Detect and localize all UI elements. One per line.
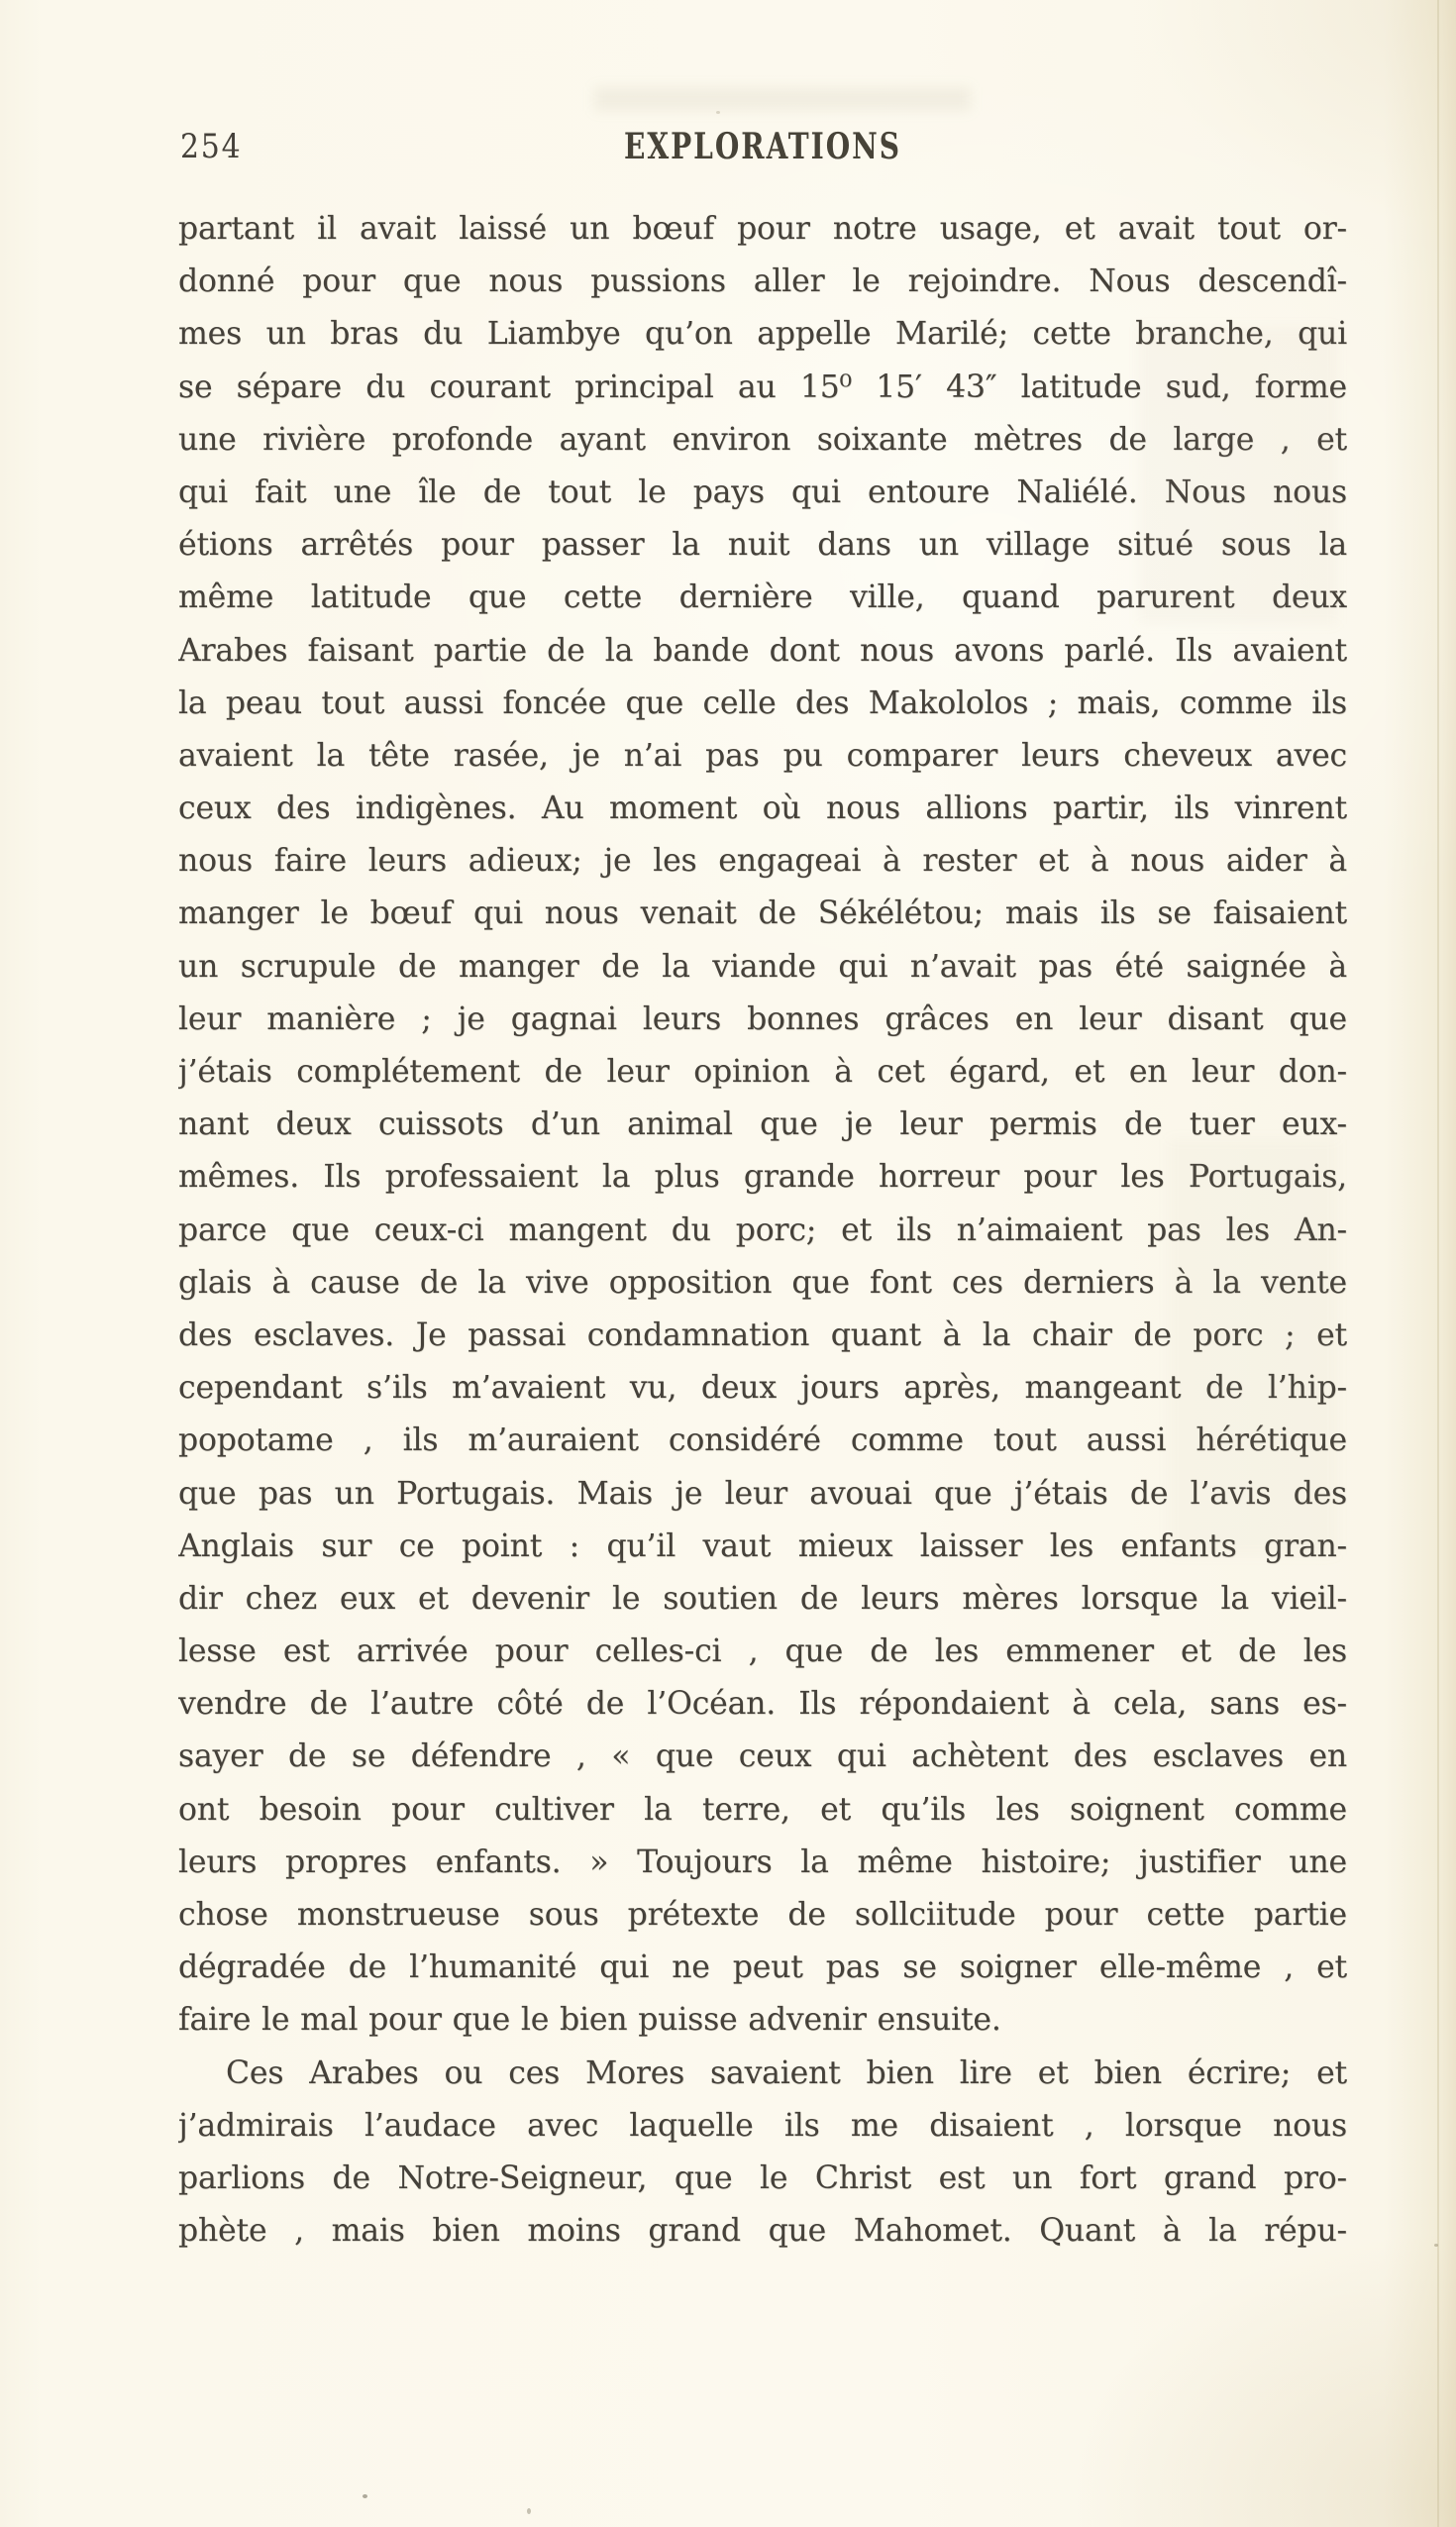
text-line: faire le mal pour que le bien puisse advenir ensuite. [178,2002,1001,2039]
text-line: chose monstrueuse sous prétexte de sollciitude pour cette partie [178,1897,1347,1933]
text-line: une rivière profonde ayant environ soixante mètres de large , et [178,421,1347,458]
text-line: que pas un Portugais. Mais je leur avouai que j’étais de l’avis des [178,1475,1347,1512]
text-line: la peau tout aussi foncée que celle des Makololos ; mais, comme ils [178,684,1347,721]
show-through-smudge [594,87,971,111]
text-line: leurs propres enfants. » Toujours la même histoire; justifier une [178,1843,1347,1880]
scan-speck [1434,2244,1438,2247]
text-line: nous faire leurs adieux; je les engageai à rester et à nous aider à [178,843,1347,880]
text-line: popotame , ils m’auraient considéré comme tout aussi hérétique [178,1422,1347,1459]
text-line: j’admirais l’audace avec laquelle ils me disaient , lorsque nous [178,2107,1347,2144]
text-line: des esclaves. Je passai condamnation quant à la chair de porc ; et [178,1316,1347,1353]
text-line: manger le bœuf qui nous venait de Sékélétou; mais ils se faisaient [178,895,1347,932]
text-line: vendre de l’autre côté de l’Océan. Ils répondaient à cela, sans es- [178,1686,1347,1723]
text-line: qui fait une île de tout le pays qui entoure Naliélé. Nous nous [178,474,1347,510]
text-line: se sépare du courant principal au 15⁰ 15′ 43″ latitude sud, forme [178,369,1347,405]
text-line: Arabes faisant partie de la bande dont nous avons parlé. Ils avaient [178,632,1347,669]
text-line: dir chez eux et devenir le soutien de leurs mères lorsque la vieil- [178,1580,1347,1617]
text-line: donné pour que nous pussions aller le rejoindre. Nous descendî- [178,263,1347,300]
text-line: phète , mais bien moins grand que Mahomet. Quant à la répu- [178,2213,1347,2250]
running-title: EXPLORATIONS [624,126,901,167]
scan-speck [716,111,720,114]
page-number: 254 [180,127,243,166]
body-text [178,203,1347,2258]
text-line: j’étais complétement de leur opinion à cet égard, et en leur don- [178,1054,1347,1090]
text-line: parce que ceux-ci mangent du porc; et ils n’aimaient pas les An- [178,1211,1347,1248]
text-line: même latitude que cette dernière ville, quand parurent deux [178,579,1347,616]
text-line: mes un bras du Liambye qu’on appelle Marilé; cette branche, qui [178,316,1347,353]
text-line: glais à cause de la vive opposition que font ces derniers à la vente [178,1264,1347,1301]
text-line: leur manière ; je gagnai leurs bonnes grâces en leur disant que [178,1000,1347,1037]
text-line: partant il avait laissé un bœuf pour notre usage, et avait tout or- [178,211,1347,247]
text-line: Ces Arabes ou ces Mores savaient bien lire et bien écrire; et [226,2054,1347,2091]
text-line: Anglais sur ce point : qu’il vaut mieux laisser les enfants gran- [178,1527,1347,1564]
text-line: ont besoin pour cultiver la terre, et qu’ils les soignent comme [178,1791,1347,1828]
text-line: nant deux cuissots d’un animal que je leur permis de tuer eux- [178,1106,1347,1143]
page-edge-line [1437,0,1439,2527]
text-line: avaient la tête rasée, je n’ai pas pu comparer leurs cheveux avec [178,737,1347,774]
text-line: ceux des indigènes. Au moment où nous allions partir, ils vinrent [178,790,1347,827]
scan-speck [363,2494,367,2498]
text-line: cependant s’ils m’avaient vu, deux jours après, mangeant de l’hip- [178,1370,1347,1407]
text-line: parlions de Notre-Seigneur, que le Christ est un fort grand pro- [178,2159,1347,2196]
scan-speck [527,2508,531,2514]
text-line: dégradée de l’humanité qui ne peut pas se soigner elle-même , et [178,1949,1347,1986]
text-line: lesse est arrivée pour celles-ci , que de les emmener et de les [178,1633,1347,1670]
text-line: sayer de se défendre , « que ceux qui achètent des esclaves en [178,1738,1347,1775]
text-line: mêmes. Ils professaient la plus grande horreur pour les Portugais, [178,1159,1347,1196]
text-line: un scrupule de manger de la viande qui n’avait pas été saignée à [178,948,1347,985]
text-line: étions arrêtés pour passer la nuit dans un village situé sous la [178,527,1347,564]
